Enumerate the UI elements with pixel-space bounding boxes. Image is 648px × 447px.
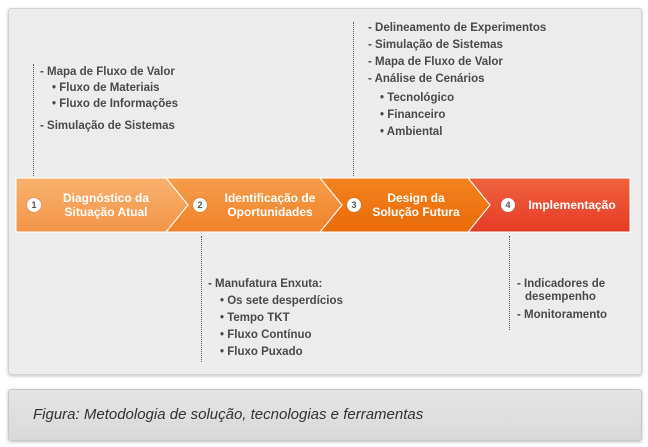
figure-caption: Figura: Metodologia de solução, tecnologias e ferramentas	[33, 406, 424, 423]
stage-number-4: 4	[501, 198, 515, 212]
note-item: • Ambiental	[380, 126, 443, 138]
connector-stage4	[509, 236, 510, 330]
figure-caption-box	[8, 389, 642, 441]
note-item: - Mapa de Fluxo de Valor	[368, 56, 503, 68]
connector-stage2	[201, 236, 202, 362]
note-item: - Mapa de Fluxo de Valor	[40, 66, 175, 78]
note-item: - Indicadores de	[517, 278, 606, 290]
stage-number-3: 3	[347, 198, 361, 212]
stage-label-4: Implementação	[528, 198, 616, 212]
note-item: • Fluxo Contínuo	[220, 329, 312, 341]
note-item: • Os sete desperdícios	[220, 295, 343, 307]
note-item: - Monitoramento	[517, 309, 608, 321]
notes-stage4	[517, 278, 607, 322]
stage-label-3: Design da Solução Futura	[372, 191, 460, 219]
note-item: • Fluxo de Materiais	[52, 82, 160, 94]
stage-label-1: Diagnóstico da Situação Atual	[62, 191, 149, 219]
stage-number-1: 1	[27, 198, 41, 212]
note-item: - Manufatura Enxuta:	[208, 278, 323, 290]
note-item: desempenho	[525, 291, 596, 303]
note-item: • Tecnológico	[380, 92, 455, 104]
note-item: • Financeiro	[380, 109, 446, 121]
stage-label-2: Identificação de Oportunidades	[224, 191, 316, 219]
notes-stage2	[208, 276, 343, 361]
note-item: - Simulação de Sistemas	[368, 39, 503, 51]
note-item: • Tempo TKT	[220, 312, 290, 324]
note-item: - Simulação de Sistemas	[40, 120, 175, 132]
stage-number-2: 2	[193, 198, 207, 212]
note-item: • Fluxo Puxado	[220, 346, 303, 358]
note-item: • Fluxo de Informações	[52, 98, 179, 110]
note-item: - Análise de Cenários	[368, 73, 485, 85]
note-item: - Delineamento de Experimentos	[368, 22, 547, 34]
